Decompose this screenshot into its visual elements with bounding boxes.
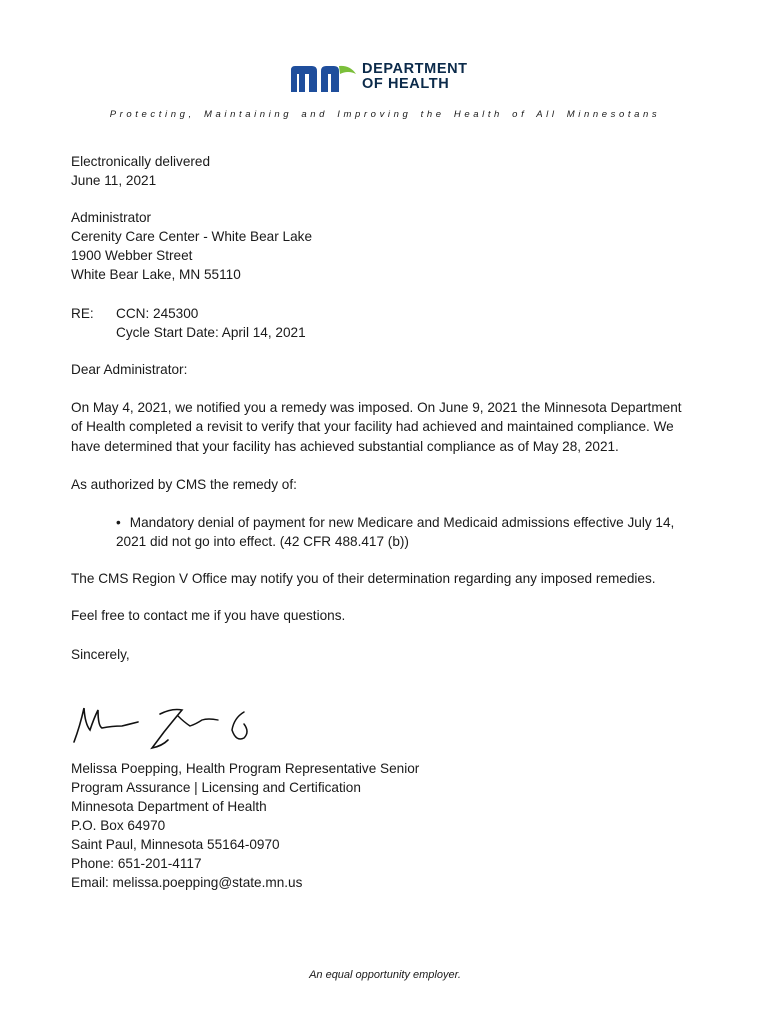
letterhead-tagline: Protecting, Maintaining and Improving the Health of All Minnesotans — [109, 109, 661, 120]
bullet-line2: 2021 did not go into effect. (42 CFR 488.417 (b)) — [116, 534, 409, 550]
mn-logo-mark — [290, 62, 360, 94]
re-details — [116, 304, 306, 342]
sender-department: Minnesota Department of Health — [71, 799, 267, 814]
sender-phone: Phone: 651-201-4117 — [71, 856, 202, 871]
sender-city: Saint Paul, Minnesota 55164-0970 — [71, 837, 280, 852]
sender-email: Email: melissa.poepping@state.mn.us — [71, 875, 303, 890]
re-label: RE: — [71, 306, 94, 321]
para1-line3: have determined that your facility has achieved substantial compliance as of May 28, 2021. — [71, 438, 619, 454]
para1-line1: On May 4, 2021, we notified you a remedy was imposed. On June 9, 2021 the Minnesota Department — [71, 400, 682, 415]
letter-date: June 11, 2021 — [71, 173, 157, 188]
closing: Sincerely, — [71, 647, 130, 662]
footer-eoe: An equal opportunity employer. — [309, 969, 461, 981]
bullet-icon: • — [116, 515, 121, 530]
recipient-street: 1900 Webber Street — [71, 248, 193, 263]
sender-po-box: P.O. Box 64970 — [71, 818, 166, 833]
recipient-city: White Bear Lake, MN 55110 — [71, 267, 241, 282]
logo-dept-line1: DEPARTMENT — [362, 61, 468, 77]
body-paragraph-1 — [71, 398, 711, 456]
sender-name-title: Melissa Poepping, Health Program Representative Senior — [71, 761, 420, 776]
re-ccn: CCN: 245300 — [116, 306, 199, 321]
logo-dept-line2: OF HEALTH — [362, 76, 450, 92]
para1-line2: of Health completed a revisit to verify that your facility had achieved and maintained compliance. We — [71, 419, 674, 435]
recipient-title: Administrator — [71, 210, 152, 225]
mdh-logo — [290, 62, 490, 96]
delivery-method: Electronically delivered — [71, 154, 211, 169]
bullet-line1: Mandatory denial of payment for new Medicare and Medicaid admissions effective July 14, — [129, 515, 675, 530]
recipient-facility: Cerenity Care Center - White Bear Lake — [71, 229, 313, 244]
remedy-bullet-item — [116, 513, 706, 552]
sender-unit: Program Assurance | Licensing and Certification — [71, 780, 361, 795]
body-paragraph-2: As authorized by CMS the remedy of: — [71, 477, 297, 492]
body-paragraph-3: The CMS Region V Office may notify you of their determination regarding any imposed remedies. — [71, 571, 656, 586]
salutation: Dear Administrator: — [71, 362, 188, 377]
body-paragraph-4: Feel free to contact me if you have questions. — [71, 608, 346, 623]
logo-wordmark — [362, 62, 468, 92]
handwritten-signature — [68, 696, 268, 756]
re-cycle-start: Cycle Start Date: April 14, 2021 — [116, 325, 306, 340]
